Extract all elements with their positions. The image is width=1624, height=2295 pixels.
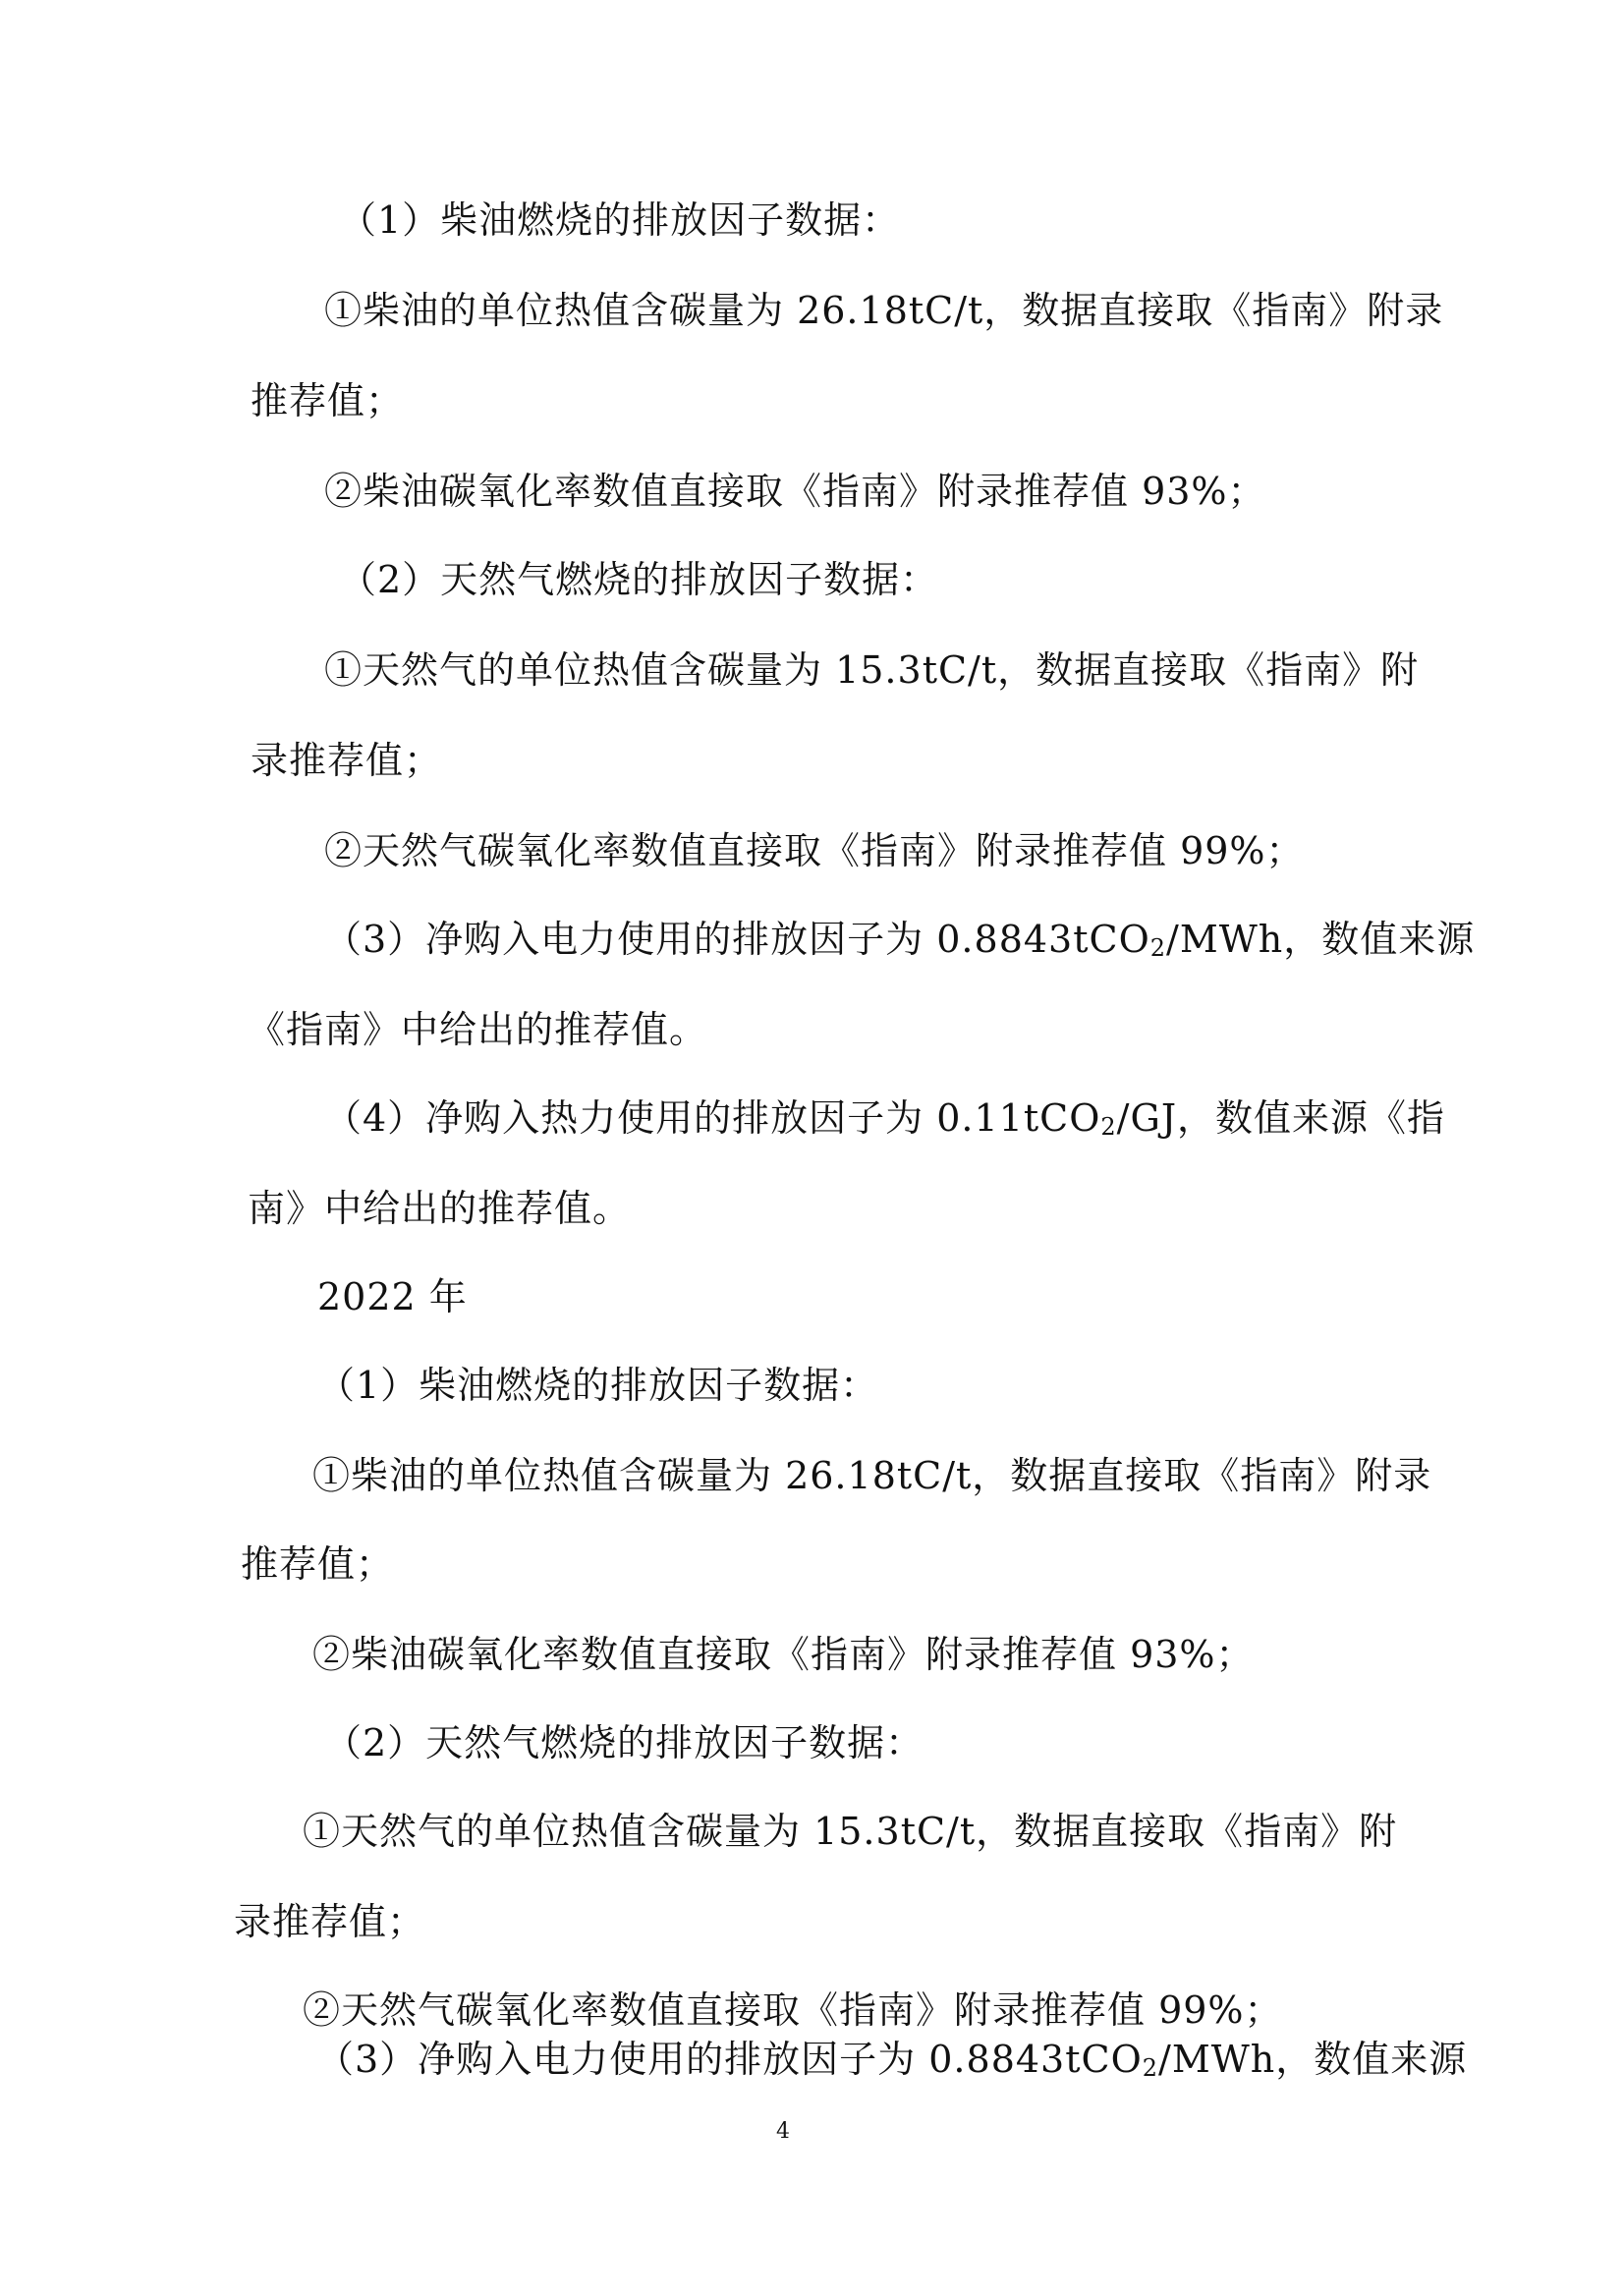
text-line: ②柴油碳氧化率数值直接取《指南》附录推荐值 93%；	[312, 1633, 1255, 1676]
text-line: 推荐值；	[241, 1542, 395, 1586]
text-line: （3）净购入电力使用的排放因子为 0.8843tCO$_2$/MWh，数值来源	[316, 2038, 1468, 2082]
text-line: ②柴油碳氧化率数值直接取《指南》附录推荐值 93%；	[324, 470, 1266, 513]
text-line: （1）柴油燃烧的排放因子数据：	[317, 1364, 879, 1407]
text-line: 《指南》中给出的推荐值。	[248, 1008, 708, 1051]
text-line: ②天然气碳氧化率数值直接取《指南》附录推荐值 99%；	[303, 1988, 1283, 2032]
text-line: （2）天然气燃烧的排放因子数据：	[324, 1721, 924, 1764]
text-line: ①天然气的单位热值含碳量为 15.3tC/t，数据直接取《指南》附	[303, 1810, 1398, 1853]
text-line: （2）天然气燃烧的排放因子数据：	[339, 558, 939, 601]
text-line: ②天然气碳氧化率数值直接取《指南》附录推荐值 99%；	[324, 829, 1305, 872]
text-line: ①天然气的单位热值含碳量为 15.3tC/t，数据直接取《指南》附	[324, 648, 1420, 692]
text-line: 录推荐值；	[251, 739, 443, 782]
text-line: （1）柴油燃烧的排放因子数据：	[339, 198, 901, 242]
year-heading: 2022 年	[317, 1275, 468, 1318]
text-line: （3）净购入电力使用的排放因子为 0.8843tCO$_2$/MWh，数值来源	[324, 918, 1476, 962]
text-line: （4）净购入热力使用的排放因子为 0.11tCO$_2$/GJ，数值来源《指	[324, 1096, 1446, 1141]
text-line: 南》中给出的推荐值。	[248, 1187, 632, 1230]
page-number: 4	[776, 2119, 790, 2144]
text-line: 录推荐值；	[234, 1900, 426, 1943]
text-line: 推荐值；	[251, 379, 405, 422]
text-line: ①柴油的单位热值含碳量为 26.18tC/t，数据直接取《指南》附录	[312, 1454, 1432, 1497]
text-line: ①柴油的单位热值含碳量为 26.18tC/t，数据直接取《指南》附录	[324, 289, 1444, 332]
